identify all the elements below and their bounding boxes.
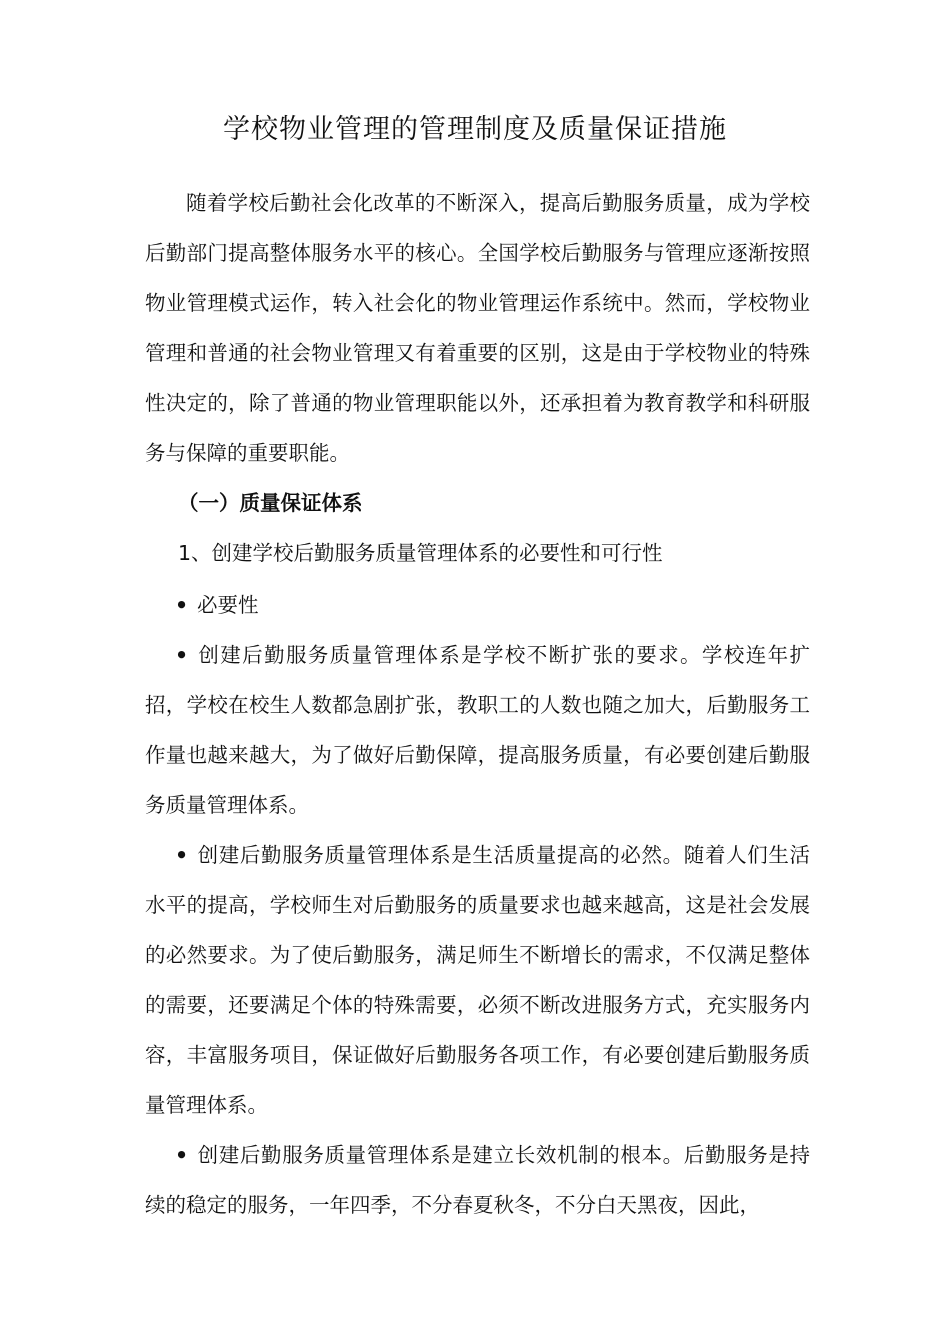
document-title: 学校物业管理的管理制度及质量保证措施	[223, 114, 727, 145]
bullet-icon: •	[175, 843, 189, 867]
bullet-text: 创建后勤服务质量管理体系是生活质量提高的必然。随着人们生活水平的提高，学校师生对后勤服务的质量要求也越来越高，这是社会发展的必然要求。为了使后勤服务，满足师生不断增长的需求，不仅满足整体的需要，还要满足个体的特殊需要，必须不断改进服务方式，充实服务内容，丰富服务项目，保证做好后勤服务各项工作，有必要创建后勤服务质量管理体系。	[145, 843, 810, 1117]
bullet-item	[145, 830, 810, 1130]
bullet-icon: •	[175, 593, 189, 617]
intro-paragraph: 随着学校后勤社会化改革的不断深入，提高后勤服务质量，成为学校后勤部门提高整体服务水平的核心。全国学校后勤服务与管理应逐渐按照物业管理模式运作，转入社会化的物业管理运作系统中。然而，学校物业管理和普通的社会物业管理又有着重要的区别，这是由于学校物业的特殊性决定的，除了普通的物业管理职能以外，还承担着为教育教学和科研服务与保障的重要职能。	[145, 191, 810, 465]
bullet-item	[145, 580, 810, 630]
bullet-text: 必要性	[197, 593, 259, 617]
subsection-heading: 1、创建学校后勤服务质量管理体系的必要性和可行性	[178, 541, 663, 565]
section-heading: （一）质量保证体系	[178, 491, 363, 515]
bullet-icon: •	[175, 1143, 189, 1167]
bullet-icon: •	[175, 643, 189, 667]
bullet-text: 创建后勤服务质量管理体系是建立长效机制的根本。后勤服务是持续的稳定的服务，一年四季，不分春夏秋冬，不分白天黑夜，因此，	[145, 1143, 810, 1217]
bullet-text: 创建后勤服务质量管理体系是学校不断扩张的要求。学校连年扩招，学校在校生人数都急剧扩张，教职工的人数也随之加大，后勤服务工作量也越来越大，为了做好后勤保障，提高服务质量，有必要创建后勤服务质量管理体系。	[145, 643, 810, 817]
bullet-item	[145, 630, 810, 830]
bullet-item	[145, 1130, 810, 1230]
